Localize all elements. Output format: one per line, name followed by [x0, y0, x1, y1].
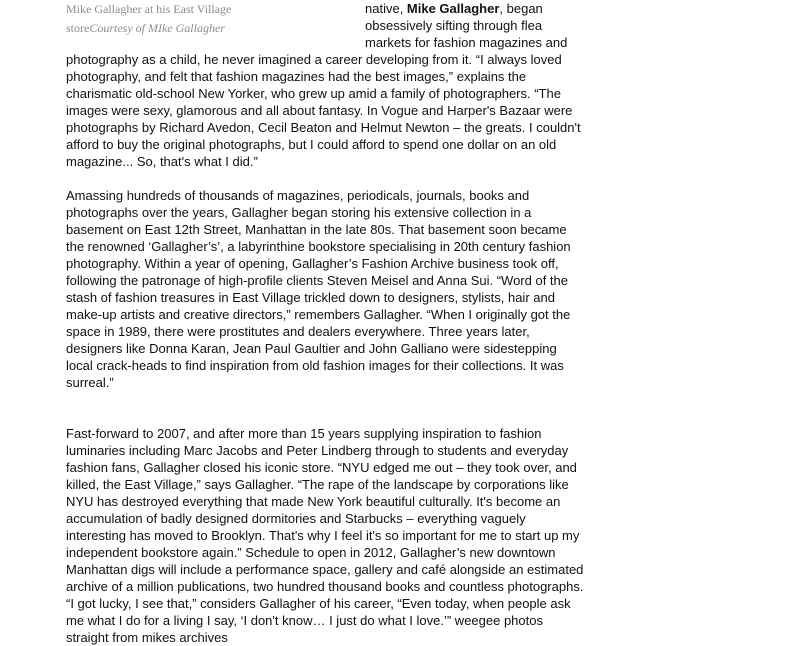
paragraph-1-body: photography as a child, he never imagined a career developing from it. “I always loved photography, and felt that fashion magazines had the best images,” explains the charismatic old-school New Yorker, who grew up amid a family of photographers. “The images were sexy, glamorous and all about fantasy. In Vogue and Harper's Bazaar were photographs by Richard Avedon, Cecil Beaton and Helmut Newton – the greats. I couldn't afford to buy the original photographs, but I could afford to spend one dollar on an old magazine... So, that's what I did.”	[66, 52, 581, 169]
paragraph-2: Amassing hundreds of thousands of magazines, periodicals, journals, books and photographs over the years, Gallagher began storing his extensive collection in a basement on East 12th Street, Manhattan in the late 80s. That basement soon became the renowned ‘Gallagher’s’, a labyrinthine bookstore specialising in 20th century fashion photography. Within a year of opening, Gallagher’s Fashion Archive business took off, following the patronage of high-profile clients Steven Meisel and Anna Sui. “Word of the stash of fashion treasures in East Village trickled down to designers, stylists, hair and make-up artists and creative directors,” remembers Gallagher. “When I originally got the space in 1989, there were prostitutes and dealers everywhere. Three years later, designers like Donna Karan, Jean Paul Gaultier and John Galliano were sidestepping local crack-heads to find inspiration from old fashion images for their collections. It was surreal.”	[66, 188, 571, 390]
article-body	[66, 0, 586, 646]
paragraph-3: Fast-forward to 2007, and after more than 15 years supplying inspiration to fashion luminaries including Marc Jacobs and Peter Lindberg through to students and everyday fashion fans, Gallagher closed his iconic store. “NYU edged me out – they took over, and killed, the East Village,” says Gallagher. “The rape of the landscape by corporations like NYU has destroyed everything that made New York beautiful culturally. It's become an accumulation of badly designed dormitories and Starbucks – everything vaguely interesting has moved to Brooklyn. That's why I feel it's so important for me to start up my independent bookstore again.” Schedule to open in 2012, Gallagher’s new downtown Manhattan digs will include a performance space, gallery and café alongside an estimated archive of a million publications, two hundred thousand books and countless photographs. “I got lucky, I see that,” considers Gallagher of his career, “Even today, when people ask me what I do for a living I say, ‘I don't know… I just do what I love.’” weegee photos straight from mikes archives	[66, 426, 584, 645]
caption-line-1: Mike Gallagher at his East Village	[66, 2, 232, 16]
person-name: Mike Gallagher	[406, 1, 500, 16]
intro-line-1	[66, 0, 586, 17]
intro-lead: native,	[365, 1, 407, 16]
caption-lead: store	[66, 21, 90, 35]
paragraph-1	[66, 0, 586, 170]
intro-line-2: obsessively sifting through flea	[365, 18, 543, 33]
caption-credit: Courtesy of MIke Gallagher	[89, 21, 225, 35]
intro-after-name: , began	[499, 1, 543, 16]
intro-line-3: markets for fashion magazines and	[365, 35, 568, 50]
